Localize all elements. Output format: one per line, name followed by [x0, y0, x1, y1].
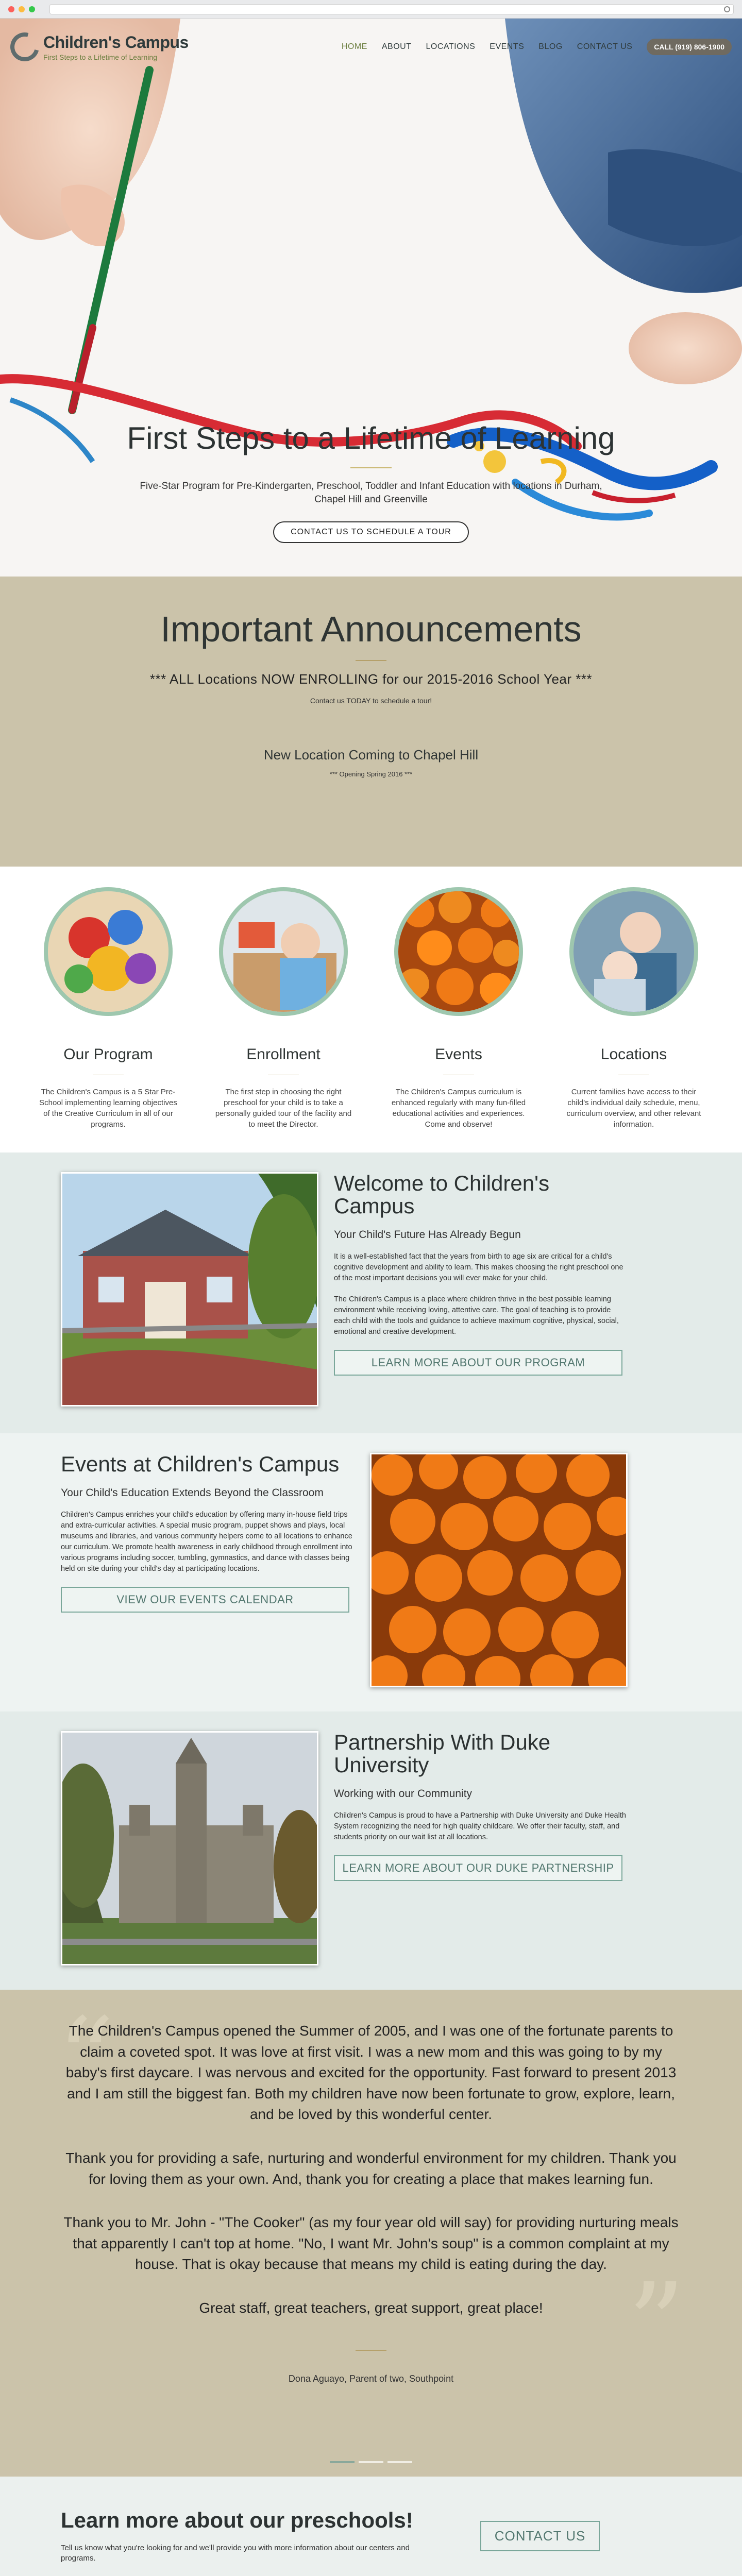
call-button[interactable]: CALL (919) 806-1900: [647, 39, 732, 55]
feature-title: Events: [435, 1046, 482, 1063]
slider-dot[interactable]: [330, 2461, 355, 2463]
logo-swirl-icon: [5, 27, 44, 66]
duke-paragraph: Children's Campus is proud to have a Partnership with Duke University and Duke Health System recognizing the need for high quality childcare. We offer their faculty, staff, and students priority on our wait list at all locations.: [334, 1811, 626, 1842]
nav-contact[interactable]: CONTACT US: [577, 42, 633, 51]
slider-dot[interactable]: [359, 2461, 383, 2463]
feature-desc: The Children's Campus curriculum is enhanced regularly with many fun-filled educational activities and experiences. Come and observe!: [391, 1088, 526, 1129]
address-bar[interactable]: [49, 4, 734, 14]
testimonial-section: [0, 1990, 742, 2477]
our-program-image[interactable]: [44, 887, 173, 1016]
learn-program-button[interactable]: LEARN MORE ABOUT OUR PROGRAM: [334, 1350, 622, 1376]
schedule-tour-button[interactable]: CONTACT US TO SCHEDULE A TOUR: [273, 521, 469, 543]
browser-bar: [0, 0, 742, 19]
feature-desc: Current families have access to their child's individual daily schedule, menu, curriculum overview, and other relevant information.: [566, 1088, 701, 1129]
nav-events[interactable]: EVENTS: [490, 42, 525, 51]
nav-about[interactable]: ABOUT: [381, 42, 412, 51]
learn-more-desc: Tell us know what you're looking for and we'll provide you with more information about our centers and programs.: [61, 2543, 410, 2563]
close-dot-icon[interactable]: [8, 6, 14, 12]
nav-locations[interactable]: LOCATIONS: [426, 42, 476, 51]
slider-dot[interactable]: [387, 2461, 412, 2463]
contact-us-button[interactable]: CONTACT US: [480, 2521, 600, 2551]
feature-events[interactable]: [386, 887, 531, 1153]
events-title: Events at Children's Campus: [61, 1452, 340, 1476]
announcement-enrolling-sub: Contact us TODAY to schedule a tour!: [310, 697, 432, 705]
minimize-dot-icon[interactable]: [19, 6, 25, 12]
slider-dots: [330, 2461, 412, 2463]
testimonial-paragraph: Great staff, great teachers, great support, great place!: [199, 2299, 543, 2316]
feature-our-program[interactable]: [36, 887, 180, 1153]
welcome-subtitle: Your Child's Future Has Already Begun: [334, 1229, 521, 1241]
welcome-paragraph: It is a well-established fact that the years from birth to age six are critical for a child's cognitive development and ability to learn. This makes choosing the right preschool one of the most important decisions you will ever make for your child.: [334, 1252, 623, 1283]
events-paragraph: Children's Campus enriches your child's education by offering many in-house field trips and extra-curricular activities. A special music program, puppet shows and plays, local museums and libraries, and various community helpers come to all locations to enhance our curriculum. We promote health awareness in early childhood through enrollment into various programs including soccer, tumbling, gymnastics, and dance with classes being held on site during your child's day at participating locations.: [61, 1511, 352, 1573]
announcement-new-location-sub: *** Opening Spring 2016 ***: [329, 770, 413, 778]
announcement-new-location: New Location Coming to Chapel Hill: [263, 747, 479, 762]
learn-more-section: [0, 2477, 742, 2576]
feature-desc: The first step in choosing the right preschool for your child is to take a personally guided tour of the facility and to meet the Director.: [215, 1088, 352, 1129]
close-quote-icon: ”: [627, 2259, 685, 2391]
duke-section: [0, 1711, 742, 1990]
features-section: [0, 867, 742, 1153]
enrollment-image[interactable]: [219, 887, 348, 1016]
hero-content: [0, 420, 742, 543]
nav-blog[interactable]: BLOG: [538, 42, 563, 51]
search-icon[interactable]: [724, 6, 730, 12]
nav-home[interactable]: HOME: [341, 42, 367, 51]
welcome-paragraph: The Children's Campus is a place where children thrive in the best possible learning environment while receiving loving, attentive care. The goal of teaching is to provide each child with the tools and guidance to achieve maximum cognitive, physical, social, emotional and creative development.: [334, 1295, 619, 1336]
welcome-title: Welcome to Children's Campus: [334, 1171, 550, 1218]
announcements-section: [0, 577, 742, 867]
logo-title: Children's Campus: [43, 32, 189, 52]
divider: [356, 2350, 386, 2351]
testimonial-paragraph: The Children's Campus opened the Summer of 2005, and I was one of the fortunate parents to claim a coveted spot. It was love at first visit. I was a new mom and this was going to by my baby's first daycare. I was nervous and excited for the opportunity. Fast forward to present 2013 and I am still the biggest fan. Both my children have now been fortunate to grow, explore, learn, and be loved by this wonderful center.: [65, 2023, 677, 2123]
divider: [356, 660, 386, 661]
events-image[interactable]: [394, 887, 523, 1016]
campus-building-photo: [61, 1172, 318, 1406]
events-subtitle: Your Child's Education Extends Beyond the Classroom: [61, 1487, 324, 1499]
feature-title: Our Program: [63, 1046, 153, 1063]
feature-desc: The Children's Campus is a 5 Star Pre-School implementing learning objectives of the Creative Curriculum in all of our programs.: [39, 1088, 177, 1129]
welcome-section: [0, 1153, 742, 1433]
locations-image[interactable]: [569, 887, 698, 1016]
site-header: [0, 19, 742, 75]
pumpkins-photo: [370, 1453, 628, 1687]
logo-tagline: First Steps to a Lifetime of Learning: [43, 53, 157, 61]
feature-title: Locations: [600, 1046, 667, 1063]
main-nav: [342, 39, 732, 55]
events-section: [0, 1433, 742, 1711]
feature-locations[interactable]: [562, 887, 706, 1153]
announcement-enrolling: *** ALL Locations NOW ENROLLING for our 2015-2016 School Year ***: [149, 671, 593, 687]
hero-divider: [350, 467, 392, 468]
duke-chapel-photo: [61, 1731, 318, 1965]
duke-subtitle: Working with our Community: [334, 1788, 473, 1800]
open-quote-icon: “: [57, 1993, 115, 2125]
hero-title: First Steps to a Lifetime of Learning: [127, 421, 615, 455]
duke-title: Partnership With Duke University: [334, 1730, 551, 1777]
duke-partnership-button[interactable]: LEARN MORE ABOUT OUR DUKE PARTNERSHIP: [334, 1855, 622, 1881]
testimonial-author: Dona Aguayo, Parent of two, Southpoint: [288, 2373, 454, 2384]
learn-more-title: Learn more about our preschools!: [61, 2507, 413, 2532]
feature-enrollment[interactable]: [211, 887, 356, 1153]
testimonial-paragraph: Thank you to Mr. John - "The Cooker" (as my four year old will say) for providing nurturing meals that apparently I can't top at home. "No, I want Mr. John's soup" is a common complaint at my house. That is okay because that means my child is eating during the day.: [63, 2214, 679, 2273]
hero-section: [0, 19, 742, 577]
announcements-title: Important Announcements: [160, 609, 582, 649]
logo[interactable]: [10, 32, 189, 61]
testimonial-paragraph: Thank you for providing a safe, nurturing and wonderful environment for my children. Thank you for loving them as your own. And, thank you for creating a place that makes learning fun.: [65, 2149, 677, 2187]
events-calendar-button[interactable]: VIEW OUR EVENTS CALENDAR: [61, 1587, 349, 1613]
feature-title: Enrollment: [246, 1046, 321, 1063]
hero-description: Five-Star Program for Pre-Kindergarten, Preschool, Toddler and Infant Education with locations in Durham, Chapel Hill and Greenville: [140, 481, 602, 505]
maximize-dot-icon[interactable]: [29, 6, 35, 12]
